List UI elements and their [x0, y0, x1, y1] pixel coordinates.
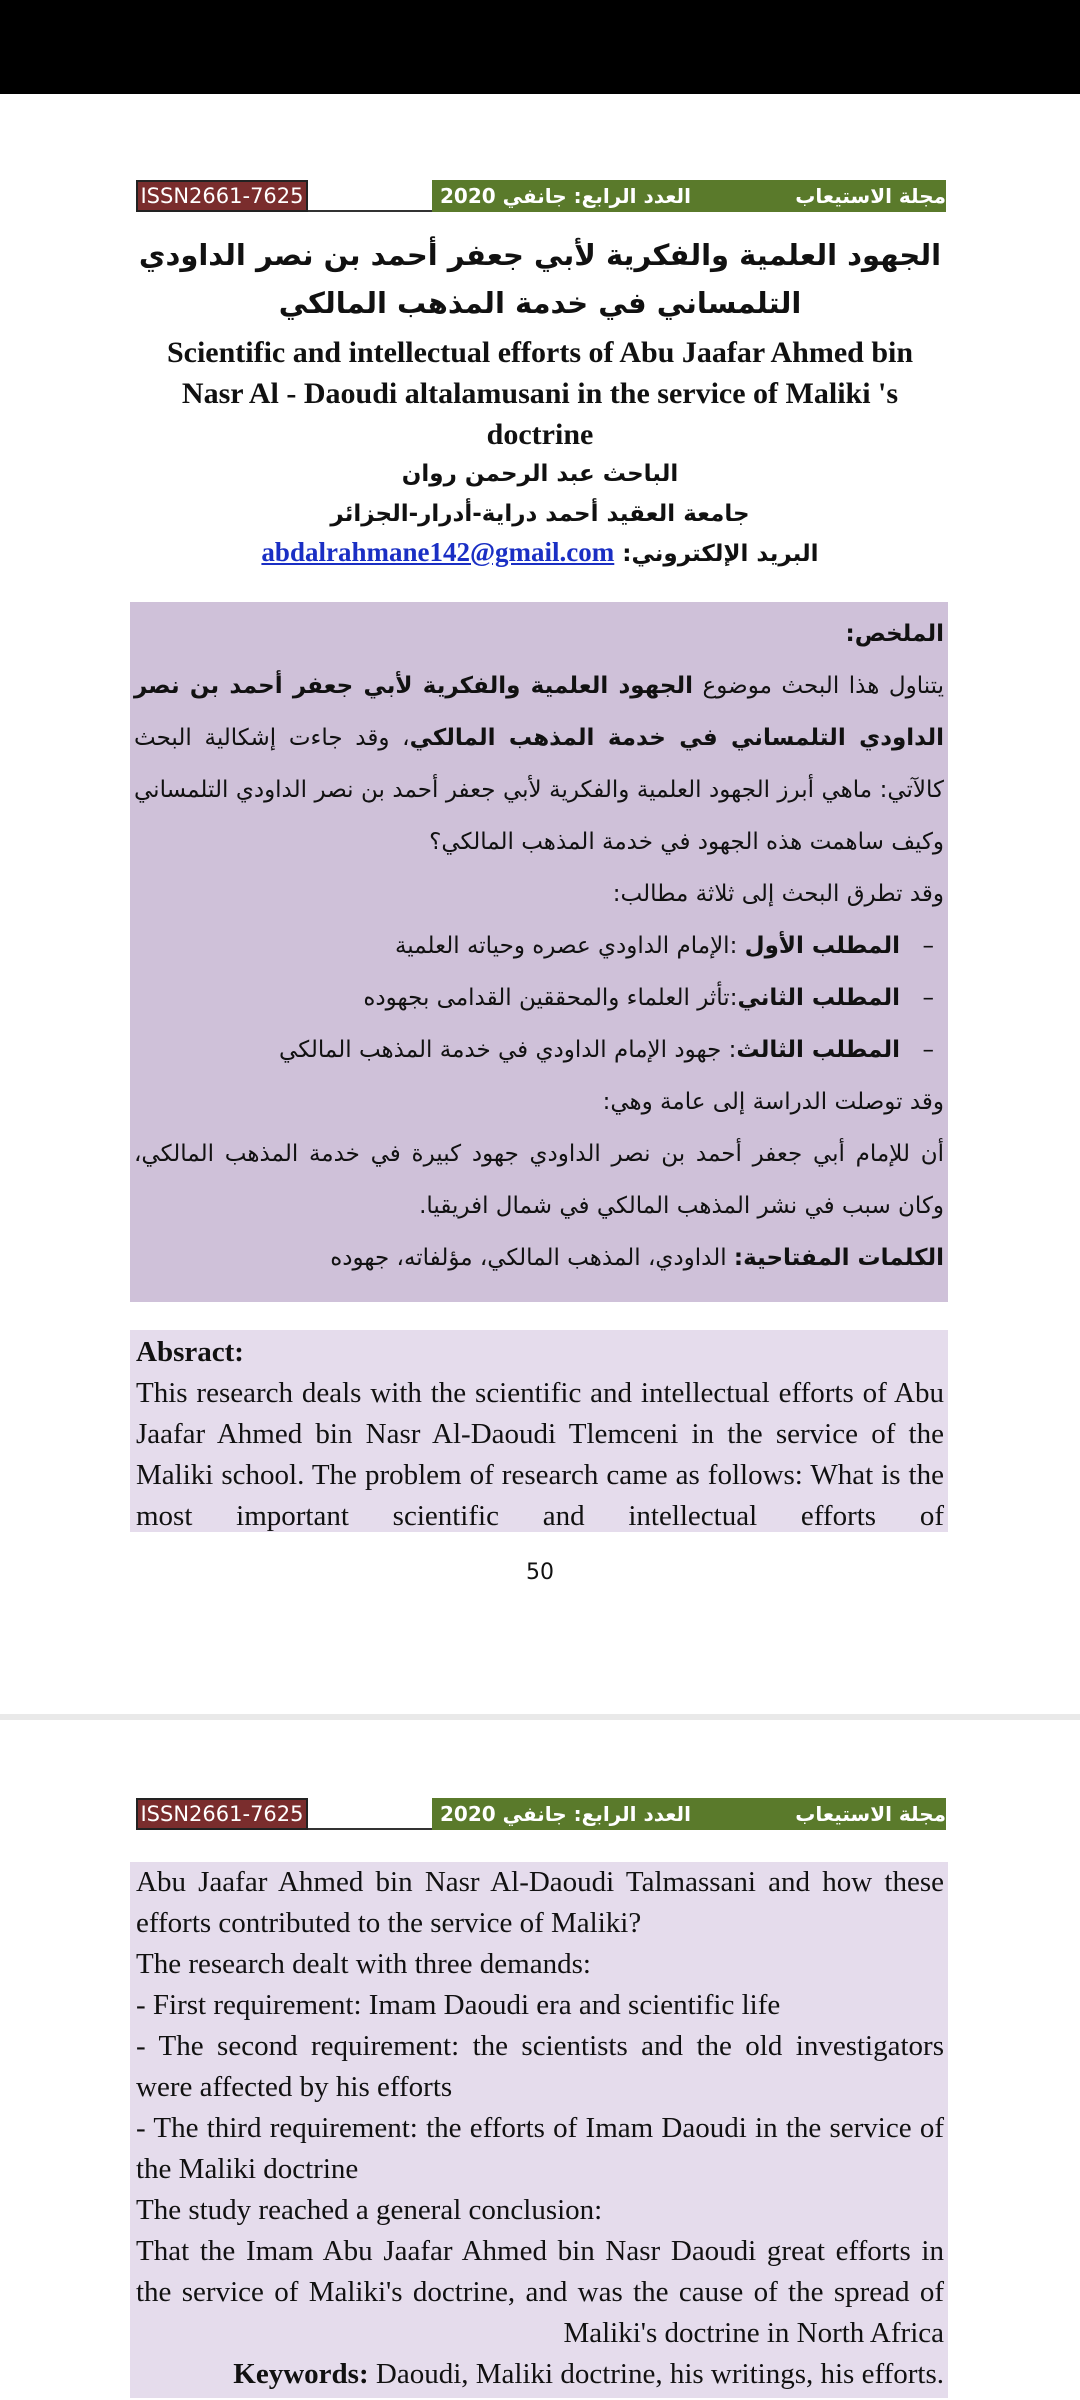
p1-pre: يتناول هذا البحث موضوع	[693, 673, 944, 699]
english-title-line-2: Nasr Al - Daoudi altalamusani in the service of Maliki 's	[181, 377, 899, 410]
arabic-abstract-paragraph-4: أن للإمام أبي جعفر أحمد بن نصر الداودي جهود كبيرة في خدمة المذهب المالكي، وكان سبب في نشر المذهب المالكي في شمال افريقيا.	[134, 1141, 944, 1219]
continued-requirement-1: - First requirement: Imam Daoudi era and scientific life	[136, 1989, 781, 2021]
author-name: الباحث عبد الرحمن روان	[401, 461, 679, 487]
journal-header-2	[136, 1798, 946, 1832]
journal-bar-2	[432, 1798, 946, 1830]
journal-name: مجلة الاستيعاب	[795, 184, 946, 208]
arabic-abstract-paragraph-3: وقد توصلت الدراسة إلى عامة وهي:	[602, 1089, 944, 1115]
requirement-item-3: –المطلب الثالث: جهود الإمام الداودي في خدمة المذهب المالكي	[279, 1037, 934, 1063]
email-link[interactable]: abdalrahmane142@gmail.com	[261, 537, 615, 567]
journal-name-2: مجلة الاستيعاب	[795, 1802, 946, 1826]
continued-requirement-3: - The third requirement: the efforts of Imam Daoudi in the service of the Maliki doctrine	[136, 2112, 944, 2185]
issue-label-2: العدد الرابع: جانفي 2020	[440, 1802, 691, 1826]
continued-paragraph-3: The study reached a general conclusion:	[136, 2194, 603, 2226]
arabic-keywords: الكلمات المفتاحية: الداودي، المذهب المالكي، مؤلفاته، جهوده	[330, 1245, 944, 1271]
continued-paragraph-1: Abu Jaafar Ahmed bin Nasr Al-Daoudi Talmassani and how these efforts contributed to the service of Maliki?	[136, 1866, 944, 1939]
top-black-bar	[0, 0, 1080, 94]
p1-post: ، وقد جاءت إشكالية البحث كالآتي: ماهي أبرز الجهود العلمية والفكرية لأبي جعفر أحمد بن نصر الداودي التلمساني وكيف ساهمت هذه الجهود في خدمة المذهب المالكي؟	[134, 725, 944, 855]
english-abstract-text: This research deals with the scientific and intellectual efforts of Abu Jaafar Ahmed bin Nasr Al-Daoudi Tlemceni in the service of the Maliki school. The problem of research came as follows: What is the most important scientific and intellectual efforts of	[136, 1377, 944, 1532]
arabic-title-line-2: التلمساني في خدمة المذهب المالكي	[278, 286, 802, 320]
continued-paragraph-2: The research dealt with three demands:	[136, 1948, 591, 1980]
arabic-abstract-paragraph-1	[134, 660, 944, 868]
page-number: 50	[526, 1560, 554, 1585]
p1-bold: الجهود العلمية والفكرية لأبي جعفر أحمد بن نصر الداودي التلمساني في خدمة المذهب المالكي	[134, 673, 944, 751]
page-1	[0, 94, 1080, 1714]
page-2	[0, 1720, 1080, 2400]
arabic-title-line-1: الجهود العلمية والفكرية لأبي جعفر أحمد بن نصر الداودي	[138, 238, 942, 272]
requirement-item-2: –المطلب الثاني:تأثر العلماء والمحققين القدامى بجهوده	[363, 985, 934, 1011]
requirement-item-1: –المطلب الأول :الإمام الداودي عصره وحياته العلمية	[394, 933, 934, 959]
continued-conclusion: That the Imam Abu Jaafar Ahmed bin Nasr Daoudi great efforts in the service of Maliki's doctrine, and was the cause of the spread of Maliki's doctrine in North Africa	[136, 2235, 944, 2349]
continued-requirement-2: - The second requirement: the scientists and the old investigators were affected by his efforts	[136, 2030, 944, 2103]
english-abstract-title: Absract:	[136, 1336, 244, 1368]
issue-label: العدد الرابع: جانفي 2020	[440, 184, 691, 208]
english-title-line-3: doctrine	[486, 418, 594, 451]
issn-badge: ISSN2661-7625	[136, 180, 308, 212]
affiliation: جامعة العقيد أحمد دراية-أدرار-الجزائر	[330, 501, 750, 527]
arabic-abstract	[130, 602, 948, 1302]
journal-header	[136, 180, 946, 214]
email-label: البريد الإلكتروني:	[622, 541, 819, 567]
issn-badge-2: ISSN2661-7625	[136, 1798, 308, 1830]
english-abstract	[130, 1330, 948, 1532]
arabic-abstract-heading: الملخص:	[845, 621, 944, 647]
english-keywords: Keywords: Daoudi, Maliki doctrine, his writings, his efforts.	[233, 2358, 944, 2390]
journal-bar	[432, 180, 946, 212]
arabic-abstract-paragraph-2: وقد تطرق البحث إلى ثلاثة مطالب:	[612, 881, 944, 907]
english-abstract-continued	[130, 1862, 948, 2398]
english-title-line-1: Scientific and intellectual efforts of Abu Jaafar Ahmed bin	[166, 336, 914, 369]
email-line	[140, 532, 940, 574]
